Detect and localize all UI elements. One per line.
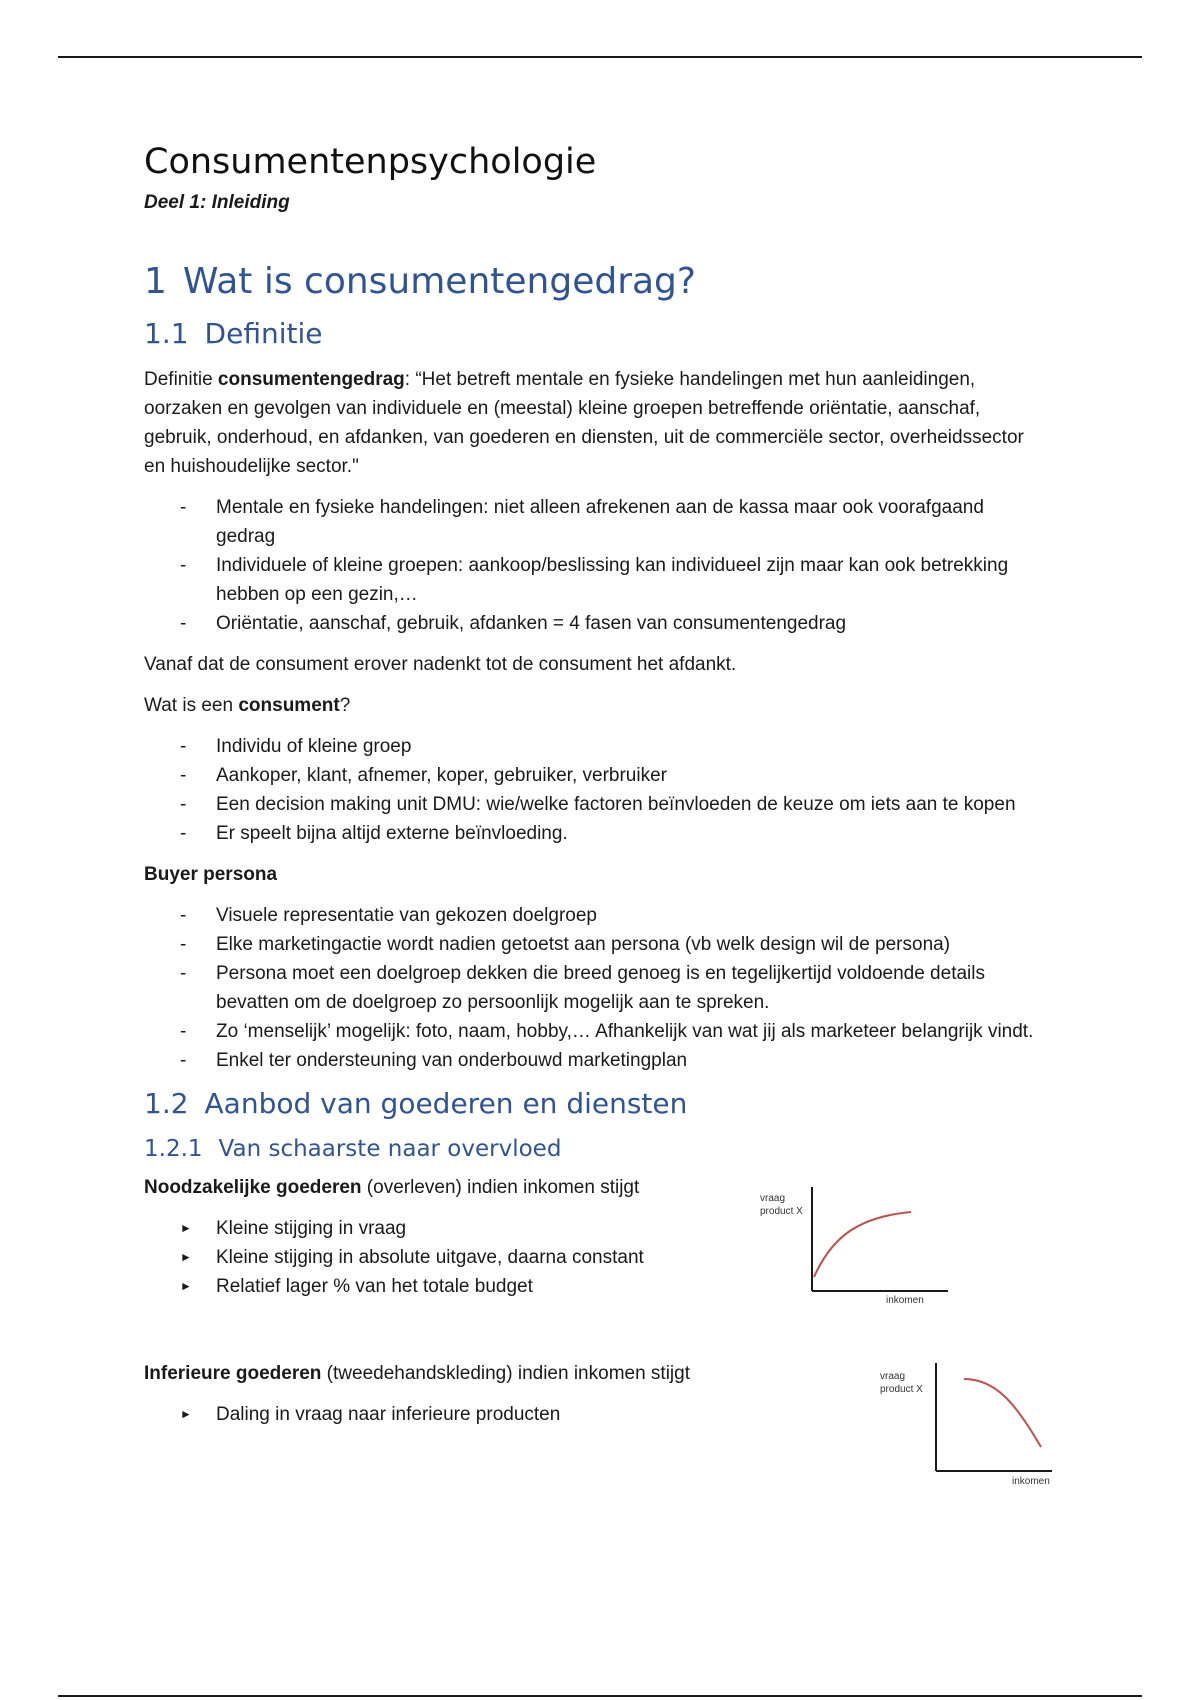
dash-bullet: - — [180, 1021, 187, 1042]
inferior-goods-curve — [964, 1379, 1041, 1447]
definition-prefix: Definitie — [144, 369, 218, 390]
necessary-goods-text: (overleven) indien inkomen stijgt — [361, 1177, 640, 1198]
necessary-goods-term: Noodzakelijke goederen — [144, 1177, 362, 1198]
dash-bullet: - — [180, 765, 187, 786]
definition-text: : “Het betreft mentale en fysieke handelingen met hun aanleidingen, oorzaken en gevolgen van individuele en (meestal) kleine groepen betreffende oriëntatie, aanschaf, gebruik, onderhoud, en afdanken, van goederen en diensten, uit de commerciële sector, overheidssector en huishoudelijke sector." — [144, 369, 1024, 477]
list-item-text: Aankoper, klant, afnemer, koper, gebruiker, verbruiker — [216, 765, 667, 786]
heading-section-1-1 — [144, 315, 1044, 353]
dash-bullet: - — [180, 736, 187, 757]
list-item — [144, 732, 1044, 761]
list-item-text: Er speelt bijna altijd externe beïnvloeding. — [216, 823, 568, 844]
heading-number: 1.2 — [144, 1087, 189, 1120]
heading-section-1-2 — [144, 1085, 1044, 1123]
persona-heading-text: Buyer persona — [144, 864, 278, 885]
chart-ylabel-line2: product X — [760, 1206, 803, 1217]
inferior-goods-chart — [876, 1359, 1056, 1491]
list-item-text: Zo ‘menselijk’ mogelijk: foto, naam, hobby,… Afhankelijk van wat jij als marketeer belangrijk vindt. — [216, 1021, 1034, 1042]
list-item-text: Relatief lager % van het totale budget — [216, 1276, 533, 1297]
heading-number: 1.2.1 — [144, 1136, 203, 1162]
heading-number: 1.1 — [144, 317, 189, 350]
list-item-text: Mentale en fysieke handelingen: niet alleen afrekenen aan de kassa maar ook voorafgaand gedrag — [216, 497, 984, 547]
list-item — [144, 493, 1044, 551]
list-item — [144, 1017, 1044, 1046]
chart-ylabel-line1: vraag — [880, 1371, 906, 1382]
persona-heading — [144, 860, 1044, 889]
arrow-bullet-icon: ► — [180, 1250, 192, 1264]
dash-bullet: - — [180, 555, 187, 576]
list-item-text: Oriëntatie, aanschaf, gebruik, afdanken = 4 fasen van consumentengedrag — [216, 613, 847, 634]
consumer-question — [144, 691, 1044, 720]
heading-text: Definitie — [204, 317, 323, 350]
dash-bullet: - — [180, 934, 187, 955]
arrow-bullet-icon: ► — [180, 1279, 192, 1293]
definition-term: consumentengedrag — [217, 369, 405, 390]
document-title: Consumentenpsychologie — [144, 142, 597, 182]
list-item-text: Daling in vraag naar inferieure producten — [216, 1404, 561, 1425]
heading-text: Van schaarste naar overvloed — [218, 1136, 562, 1162]
necessary-goods-chart-svg — [756, 1179, 956, 1309]
arrow-bullet-icon: ► — [180, 1221, 192, 1235]
dash-bullet: - — [180, 963, 187, 984]
chart-ylabel-line1: vraag — [760, 1193, 786, 1204]
definition-bullet-list — [144, 493, 1044, 638]
necessary-goods-block — [144, 1173, 1044, 1351]
list-item — [144, 819, 1044, 848]
question-term: consument — [238, 695, 340, 716]
list-item — [144, 609, 1044, 638]
list-item-text: Persona moet een doelgroep dekken die breed genoeg is en tegelijkertijd voldoende details bevatten om de doelgroep zo persoonlijk mogelijk aan te spreken. — [216, 963, 985, 1013]
dash-bullet: - — [180, 905, 187, 926]
dash-bullet: - — [180, 823, 187, 844]
inferior-goods-block — [144, 1359, 1050, 1509]
heading-number: 1 — [144, 261, 167, 302]
heading-section-1-2-1 — [144, 1133, 1044, 1165]
heading-section-1 — [144, 259, 1044, 305]
chart-ylabel-line2: product X — [880, 1384, 923, 1395]
document-subtitle: Deel 1: Inleiding — [144, 192, 290, 213]
summary-paragraph: Vanaf dat de consument erover nadenkt tot de consument het afdankt. — [144, 654, 737, 675]
dash-bullet: - — [180, 613, 187, 634]
list-item-text: Kleine stijging in vraag — [216, 1218, 407, 1239]
inferior-goods-text: (tweedehandskleding) indien inkomen stijgt — [321, 1363, 690, 1384]
inferior-goods-term: Inferieure goederen — [144, 1363, 322, 1384]
list-item-text: Visuele representatie van gekozen doelgroep — [216, 905, 597, 926]
necessary-goods-curve — [814, 1212, 911, 1277]
list-item-text: Een decision making unit DMU: wie/welke factoren beïnvloeden de keuze om iets aan te kopen — [216, 794, 1016, 815]
list-item — [144, 959, 1044, 1017]
chart-xlabel: inkomen — [1012, 1476, 1050, 1487]
list-item — [144, 790, 1044, 819]
list-item — [144, 930, 1044, 959]
chart-xlabel: inkomen — [886, 1295, 924, 1306]
arrow-bullet-icon: ► — [180, 1407, 192, 1421]
list-item — [144, 901, 1044, 930]
list-item-text: Individu of kleine groep — [216, 736, 412, 757]
list-item — [144, 551, 1044, 609]
dash-bullet: - — [180, 1050, 187, 1071]
list-item-text: Elke marketingactie wordt nadien getoetst aan persona (vb welk design wil de persona) — [216, 934, 951, 955]
definition-paragraph — [144, 365, 1044, 481]
inferior-goods-chart-svg — [876, 1359, 1056, 1491]
footer-rule — [58, 1695, 1142, 1697]
heading-text: Wat is consumentengedrag? — [182, 261, 697, 302]
dash-bullet: - — [180, 497, 187, 518]
consumer-bullet-list — [144, 732, 1044, 848]
heading-text: Aanbod van goederen en diensten — [204, 1087, 688, 1120]
document-body — [144, 140, 1050, 1509]
dash-bullet: - — [180, 794, 187, 815]
list-item-text: Enkel ter ondersteuning van onderbouwd marketingplan — [216, 1050, 688, 1071]
list-item-text: Individuele of kleine groepen: aankoop/beslissing kan individueel zijn maar kan ook betrekking hebben op een gezin,… — [216, 555, 1009, 605]
list-item — [144, 1046, 1044, 1075]
list-item — [144, 761, 1044, 790]
question-suffix: ? — [339, 695, 351, 716]
list-item-text: Kleine stijging in absolute uitgave, daarna constant — [216, 1247, 644, 1268]
question-prefix: Wat is een — [144, 695, 239, 716]
persona-bullet-list — [144, 901, 1044, 1075]
header-rule — [58, 56, 1142, 58]
necessary-goods-chart — [756, 1179, 956, 1309]
